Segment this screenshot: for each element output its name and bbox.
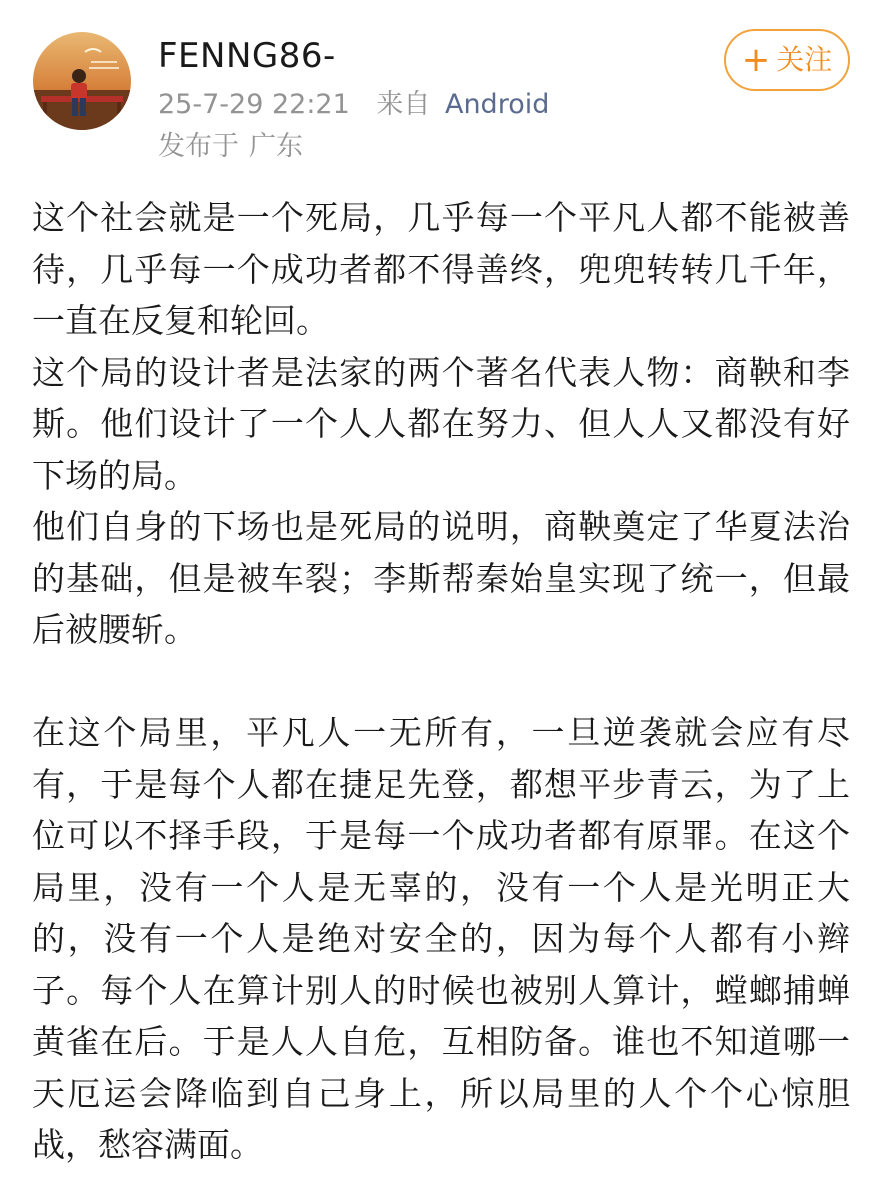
paragraph: 这个局的设计者是法家的两个著名代表人物：商鞅和李斯。他们设计了一个人人都在努力、但人人又都没有好下场的局。 (32, 352, 850, 495)
source-prefix: 来自 (376, 89, 431, 120)
author-name[interactable]: FENNG86- (158, 36, 336, 76)
follow-button[interactable] (724, 29, 850, 91)
plus-icon: + (741, 40, 771, 80)
location-prefix: 发布于 (158, 131, 239, 162)
post-location (158, 128, 303, 166)
post-timestamp: 25-7-29 22:21 (158, 89, 350, 120)
location-value: 广东 (249, 131, 303, 162)
post-body (32, 192, 850, 1171)
paragraph: 他们自身的下场也是死局的说明，商鞅奠定了华夏法治的基础，但是被车裂；李斯帮秦始皇实现了统一，但最后被腰斩。 (32, 507, 850, 649)
paragraph-spacer (32, 656, 850, 708)
follow-label: 关注 (776, 43, 833, 76)
post-header (0, 0, 883, 180)
paragraph: 在这个局里，平凡人一无所有，一旦逆袭就会应有尽有，于是每个人都在捷足先登，都想平步青云，为了上位可以不择手段，于是每一个成功者都有原罪。在这个局里，没有一个人是无辜的，没有一个人是光明正大的，没有一个人是绝对安全的，因为每个人都有小辫子。每个人在算计别人的时候也被别人算计，螳螂捕蝉黄雀在后。于是人人自危，互相防备。谁也不知道哪一天厄运会降临到自己身上，所以局里的人个个心惊胆战，愁容满面。 (32, 713, 850, 1164)
author-avatar[interactable] (33, 32, 131, 130)
post-meta (158, 86, 549, 124)
source-link[interactable]: Android (444, 89, 550, 120)
avatar-photo-icon (33, 32, 131, 130)
paragraph: 这个社会就是一个死局，几乎每一个平凡人都不能被善待，几乎每一个成功者都不得善终，兜兜转转几千年，一直在反复和轮回。 (32, 198, 850, 340)
